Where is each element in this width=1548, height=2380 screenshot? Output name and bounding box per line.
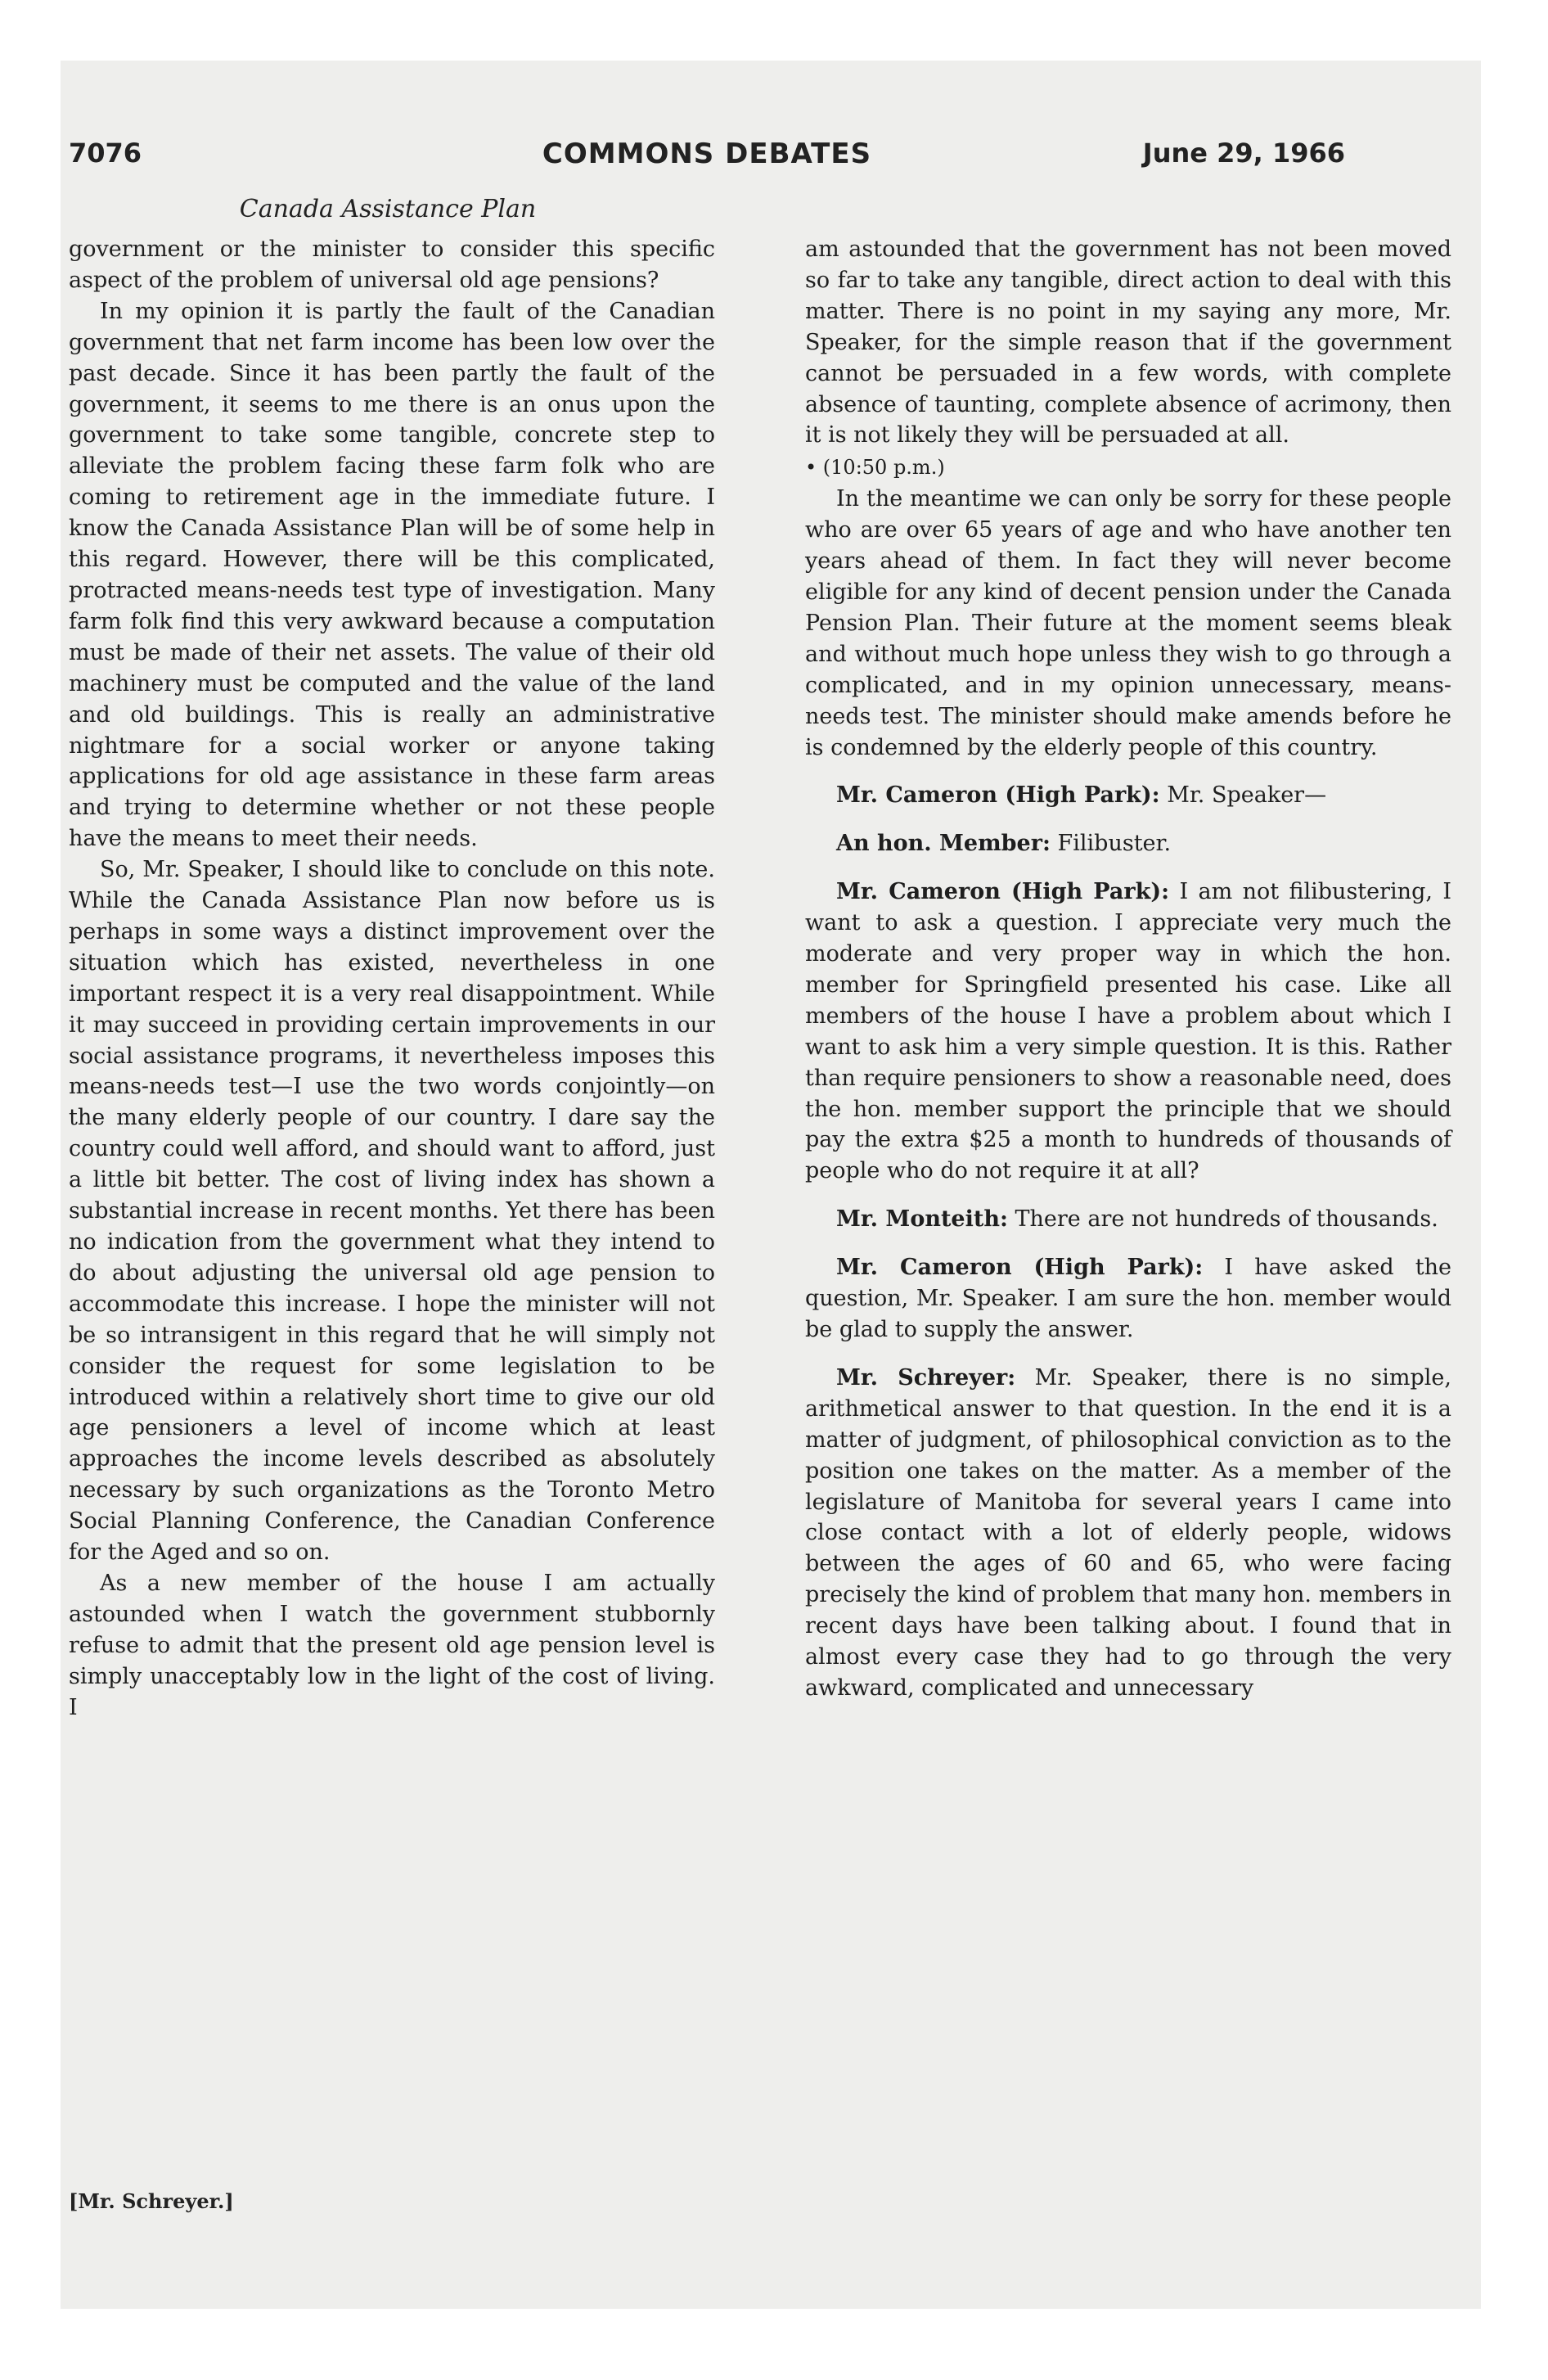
- speech-1: [805, 780, 1451, 811]
- speech-3: [805, 877, 1451, 1187]
- right-column: [805, 234, 1451, 1704]
- right-paragraph-2: In the meantime we can only be sorry for these people who are over 65 years of age and who have another ten years ahead of them. In fact they will never become eligible for any kind of decent pension under the Canada Pension Plan. Their future at the moment seems bleak and without much hope unless they wish to go through a complicated, and in my opinion unnecessary, means-needs test. The minister should make amends before he is condemned by the elderly people of this country.: [805, 486, 1451, 760]
- speech-text: Mr. Speaker, there is no simple, arithmetical answer to that question. In the end it is a matter of judgment, of philosophical conviction as to the position one takes on the matter. As a member of the legislature of Manitoba for several years I came into close contact with a lot of elderly people, widows between the ages of 60 and 65, who were facing precisely the kind of problem that many hon. members in recent days have been talking about. I found that in almost every case they had to go through the very awkward, complicated and unnecessary: [805, 1364, 1451, 1701]
- left-paragraph-1: government or the minister to consider this specific aspect of the problem of universal old age pensions?: [69, 237, 715, 293]
- page-number: 7076: [69, 137, 142, 169]
- left-paragraph-2: In my opinion it is partly the fault of the Canadian government that net farm income has been low over the past decade. Since it has been partly the fault of the government, it seems to me there is an onus upon the government to take some tangible, concrete step to alleviate the problem facing these farm folk who are coming to retirement age in the immediate future. I know the Canada Assistance Plan will be of some help in this regard. However, there will be this complicated, protracted means-needs test type of investigation. Many farm folk find this very awkward because a computation must be made of their net assets. The value of their old machinery must be computed and the value of the land and old buildings. This is really an administrative nightmare for a social worker or anyone taking applications for old age assistance in these farm areas and trying to determine whether or not these people have the means to meet their needs.: [69, 298, 715, 852]
- speech-4: [805, 1204, 1451, 1235]
- speech-text: I am not filibustering, I want to ask a question. I appreciate very much the moderate and very proper way in which the hon. member for Springfield presented his case. Like all members of the house I have a problem about which I want to ask him a very simple question. It is this. Rather than require pensioners to show a reasonable need, does the hon. member support the principle that we should pay the extra $25 a month to hundreds of thousands of people who do not require it at all?: [805, 879, 1451, 1184]
- speech-6: [805, 1363, 1451, 1704]
- running-head: COMMONS DEBATES: [542, 137, 872, 170]
- speaker-name: Mr. Monteith:: [836, 1206, 1008, 1233]
- left-paragraph-3: So, Mr. Speaker, I should like to conclude on this note. While the Canada Assistance Plan now before us is perhaps in some ways a distinct improvement over the situation which has existed, nevertheless in one important respect it is a very real disappointment. While it may succeed in providing certain improvements in our social assistance programs, it nevertheless imposes this means-needs test—I use the two words conjointly—on the many elderly people of our country. I dare say the country could well afford, and should want to afford, just a little bit better. The cost of living index has shown a substantial increase in recent months. Yet there has been no indication from the government what they intend to do about adjusting the universal old age pension to accommodate this increase. I hope the minister will not be so intransigent in this regard that he will simply not consider the request for some legislation to be introduced within a relatively short time to give our old age pensioners a level of income which at least approaches the income levels described as absolutely necessary by such organizations as the Toronto Metro Social Planning Conference, the Canadian Conference for the Aged and so on.: [69, 857, 715, 1566]
- speech-5: [805, 1252, 1451, 1346]
- time-stamp: • (10:50 p.m.): [805, 456, 945, 480]
- speech-text: Filibuster.: [1050, 831, 1172, 857]
- section-title: Canada Assistance Plan: [239, 195, 537, 223]
- left-paragraph-4: As a new member of the house I am actually astounded when I watch the government stubbornly refuse to admit that the present old age pension level is simply unacceptably low in the light of the cost of living. I: [69, 1570, 715, 1720]
- speaker-name: Mr. Cameron (High Park):: [836, 1255, 1204, 1281]
- speech-text: Mr. Speaker—: [1159, 782, 1327, 809]
- left-column: [69, 234, 715, 1724]
- speaker-footer: [Mr. Schreyer.]: [69, 2189, 234, 2213]
- speech-text: I have asked the question, Mr. Speaker. I am sure the hon. member would be glad to supply the answer.: [805, 1255, 1451, 1342]
- right-paragraph-1: am astounded that the government has not been moved so far to take any tangible, direct action to deal with this matter. There is no point in my saying any more, Mr. Speaker, for the simple reason that if the government cannot be persuaded in a few words, with complete absence of taunting, complete absence of acrimony, then it is not likely they will be persuaded at all.: [805, 237, 1451, 449]
- speaker-name: Mr. Cameron (High Park):: [836, 782, 1160, 809]
- speaker-name: Mr. Schreyer:: [836, 1364, 1016, 1391]
- speaker-name: Mr. Cameron (High Park):: [836, 879, 1170, 905]
- page-date: June 29, 1966: [1142, 137, 1345, 169]
- speech-text: There are not hundreds of thousands.: [1007, 1206, 1438, 1233]
- speaker-name: An hon. Member:: [836, 831, 1051, 857]
- page-header: [69, 137, 1345, 178]
- speech-2: [805, 828, 1451, 859]
